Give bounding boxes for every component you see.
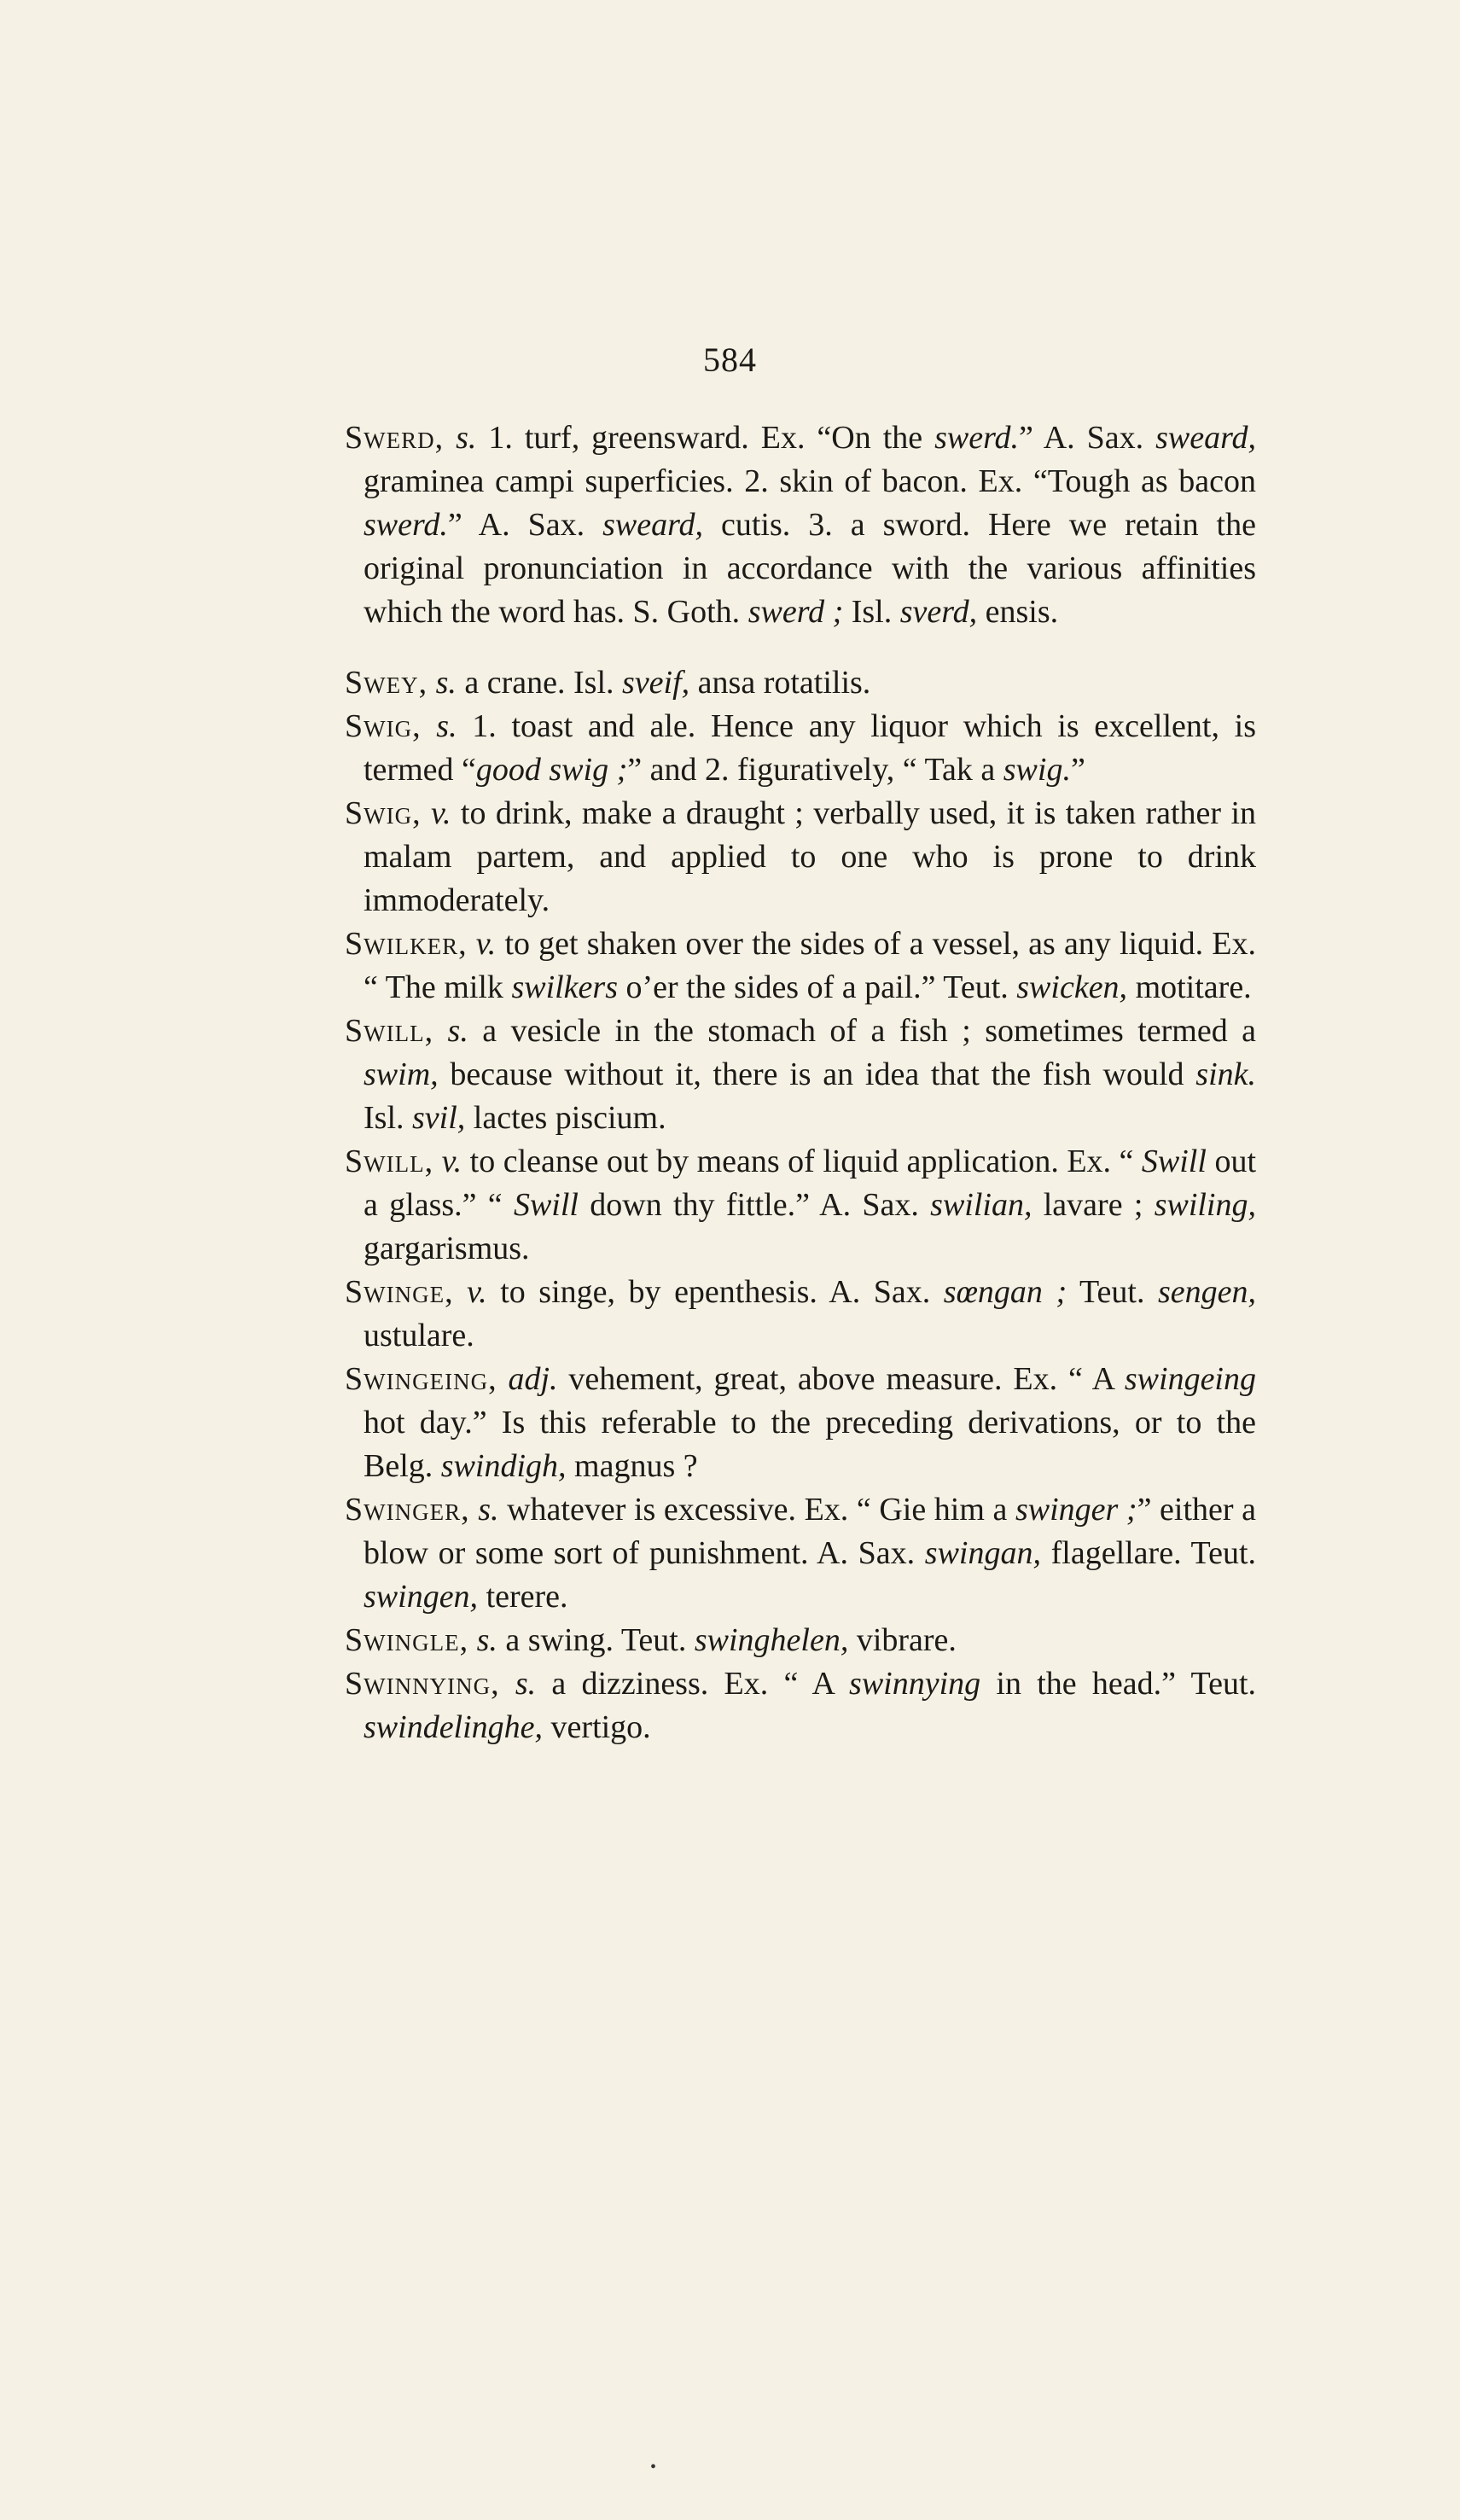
definition-text: graminea campi superficies. 2. skin of bacon. Ex. “Tough as bacon (364, 463, 1256, 499)
headword: Swill, (345, 1013, 434, 1049)
cited-word: Swill (513, 1187, 579, 1223)
definition-text: hot day.” Is this referable to the preceding derivations, or to the Belg. (364, 1405, 1256, 1484)
definition-text: to singe, by epenthesis. A. Sax. (486, 1274, 944, 1310)
cited-word: swinnying (849, 1666, 981, 1702)
cited-word: sink. (1195, 1056, 1256, 1092)
cited-word: svil, (412, 1100, 466, 1136)
definition-text: down thy fittle.” A. Sax. (578, 1187, 931, 1223)
definition-text: ” and 2. figuratively, “ Tak a (627, 752, 1003, 788)
page-number: 584 (703, 340, 757, 379)
headword: Swilker, (345, 926, 468, 962)
entry-swey (345, 661, 1256, 705)
definition-text: o’er the sides of a pail.” Teut. (618, 969, 1017, 1005)
cited-word: good swig ; (475, 752, 628, 788)
headword: Swerd, (345, 420, 445, 456)
part-of-speech: s. (444, 420, 477, 456)
entry-swilker (345, 922, 1256, 1010)
definition-text: magnus ? (566, 1448, 698, 1484)
cited-word: swilian, (930, 1187, 1032, 1223)
entry-swerd (345, 416, 1256, 634)
definition-text: cutis. 3. a sword. Here we retain the original pronunciation in accordance with the various affinities which the word has. S. Goth. (364, 507, 1256, 630)
definition-text: vibrare. (848, 1622, 957, 1658)
cited-word: swingen, (364, 1579, 479, 1615)
definition-text: because without it, there is an idea that the fish would (438, 1056, 1196, 1092)
part-of-speech: s. (433, 1013, 468, 1049)
definition-text: ” (1070, 752, 1085, 788)
cited-word: sengen, (1157, 1274, 1257, 1310)
cited-word: swindelinghe, (364, 1709, 544, 1745)
cited-word: swindigh, (440, 1448, 567, 1484)
part-of-speech: v. (453, 1274, 487, 1310)
entry-swinge (345, 1271, 1256, 1358)
definition-text: vertigo. (543, 1709, 651, 1745)
cited-word: swiling, (1154, 1187, 1256, 1223)
part-of-speech: s. (428, 665, 457, 701)
part-of-speech: s. (499, 1666, 537, 1702)
definition-text: ” A. Sax. (1019, 420, 1156, 456)
definition-text: ansa rotatilis. (689, 665, 871, 701)
part-of-speech: adj. (497, 1361, 558, 1397)
definition-text: to get shaken over the sides of a vessel, as any liquid. Ex. “ The milk (364, 926, 1256, 1005)
definition-text: ustulare. (364, 1318, 474, 1353)
definition-text: Isl. (364, 1100, 412, 1136)
cited-word: swerd. (934, 420, 1019, 456)
printer-mark: • (650, 2458, 657, 2476)
definition-text: Teut. (1067, 1274, 1158, 1310)
definition-text: lactes piscium. (465, 1100, 666, 1136)
definition-text: flagellare. Teut. (1040, 1535, 1256, 1571)
headword: Swill, (345, 1144, 434, 1179)
cited-word: Swill (1141, 1144, 1207, 1179)
definition-text: whatever is excessive. Ex. “ Gie him a (498, 1492, 1015, 1528)
entry-swinger (345, 1488, 1256, 1619)
definition-text: terere. (478, 1579, 568, 1615)
definition-text: a vesicle in the stomach of a fish ; sometimes termed a (468, 1013, 1256, 1049)
entry-swig-verb (345, 792, 1256, 922)
entry-swinnying (345, 1662, 1256, 1749)
definition-text: gargarismus. (364, 1231, 530, 1266)
cited-word: swerd. (364, 507, 448, 543)
definition-text: ensis. (977, 594, 1059, 630)
definition-text: 1. toast and ale. Hence any liquor which is excellent, is termed “ (364, 708, 1256, 788)
definition-text: lavare ; (1032, 1187, 1155, 1223)
cited-word: sveif, (622, 665, 690, 701)
entry-swingle (345, 1619, 1256, 1662)
part-of-speech: v. (433, 1144, 462, 1179)
headword: Swinnying, (345, 1666, 500, 1702)
cited-word: swerd ; (747, 594, 844, 630)
definition-text: to cleanse out by means of liquid application. Ex. “ (462, 1144, 1142, 1179)
cited-word: swig. (1003, 752, 1071, 788)
definition-text: motitare. (1127, 969, 1252, 1005)
part-of-speech: v. (421, 795, 451, 831)
entry-swingeing (345, 1358, 1256, 1488)
cited-word: swim, (364, 1056, 439, 1092)
headword: Swingeing, (345, 1361, 497, 1397)
dictionary-entries (345, 416, 1256, 1749)
cited-word: sweard, (1155, 420, 1257, 456)
entry-swill-noun (345, 1010, 1256, 1140)
definition-text: out a glass.” “ (364, 1144, 1256, 1223)
cited-word: swilkers (511, 969, 618, 1005)
definition-text: ” A. Sax. (447, 507, 603, 543)
cited-word: sweard, (602, 507, 703, 543)
definition-text: a crane. Isl. (456, 665, 623, 701)
entry-swill-verb (345, 1140, 1256, 1271)
definition-text: to drink, make a draught ; verbally used, it is taken rather in malam partem, and applied to one who is prone to drink immoderately. (364, 795, 1257, 918)
definition-text: vehement, great, above measure. Ex. “ A (557, 1361, 1125, 1397)
definition-text: Isl. (843, 594, 900, 630)
part-of-speech: s. (468, 1622, 497, 1658)
cited-word: swingan, (924, 1535, 1041, 1571)
entry-swig-noun (345, 705, 1256, 792)
part-of-speech: v. (467, 926, 497, 962)
cited-word: swingeing (1124, 1361, 1256, 1397)
definition-text: in the head.” Teut. (980, 1666, 1256, 1702)
cited-word: sœngan ; (943, 1274, 1067, 1310)
definition-text: ” either a blow or some sort of punishment. A. Sax. (364, 1492, 1257, 1571)
definition-text: 1. turf, greensward. Ex. “On the (476, 420, 935, 456)
cited-word: swinger ; (1015, 1492, 1137, 1528)
headword: Swinger, (345, 1492, 470, 1528)
headword: Swey, (345, 665, 428, 701)
headword: Swingle, (345, 1622, 469, 1658)
definition-text: a dizziness. Ex. “ A (536, 1666, 850, 1702)
headword: Swinge, (345, 1274, 454, 1310)
part-of-speech: s. (469, 1492, 499, 1528)
cited-word: swinghelen, (694, 1622, 849, 1658)
part-of-speech: s. (421, 708, 457, 744)
headword: Swig, (345, 795, 422, 831)
cited-word: sverd, (899, 594, 978, 630)
headword: Swig, (345, 708, 422, 744)
cited-word: swicken, (1016, 969, 1128, 1005)
definition-text: a swing. Teut. (497, 1622, 695, 1658)
